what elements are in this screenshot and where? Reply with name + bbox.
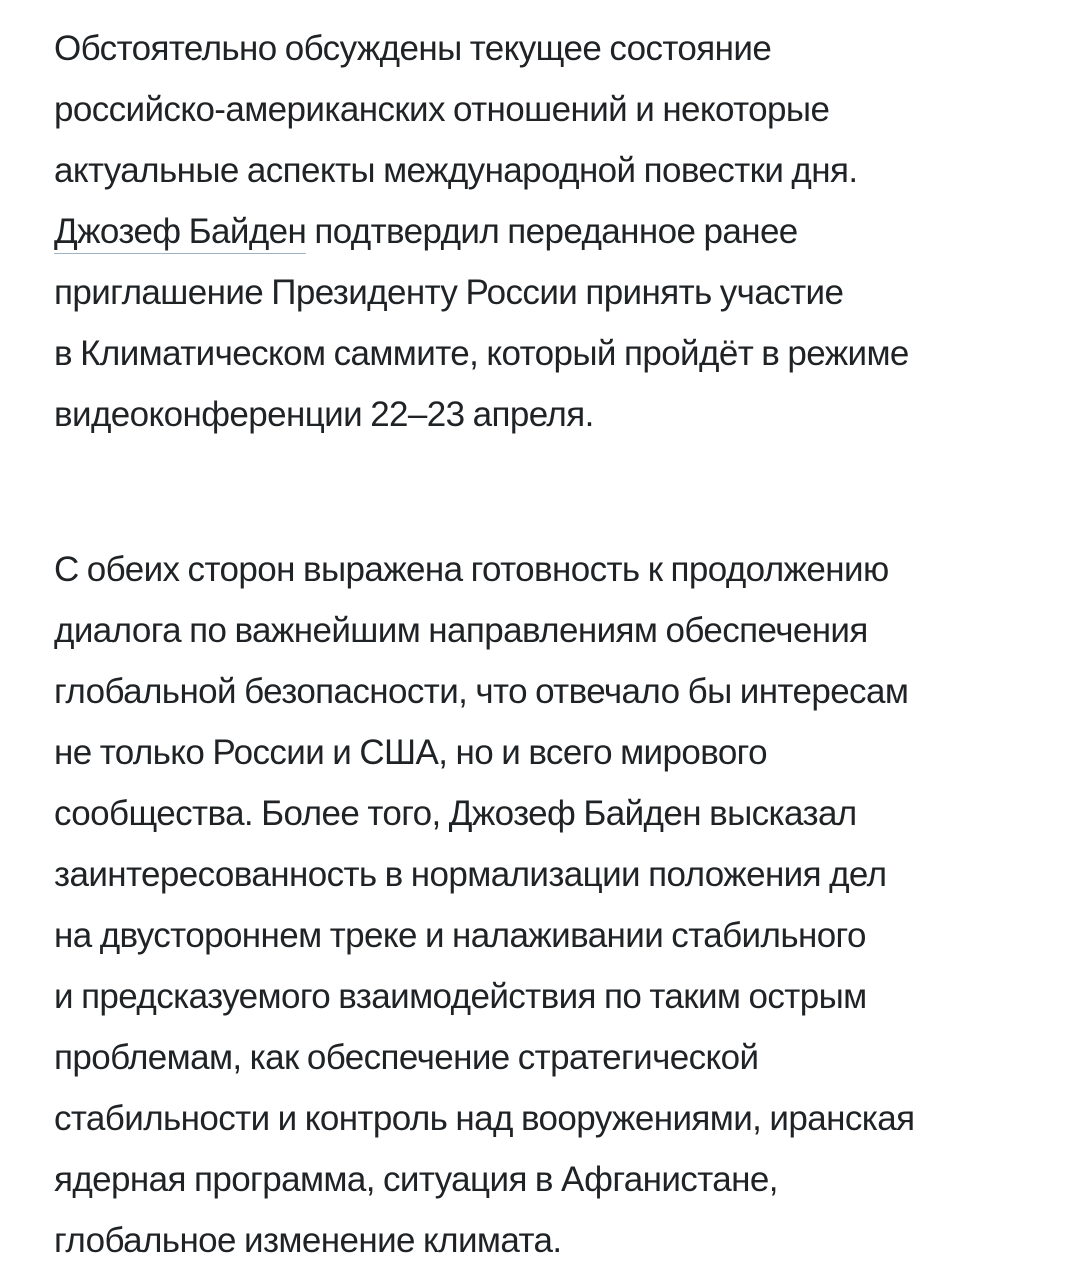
text-line: и предсказуемого взаимодействия по таким острым (54, 977, 867, 1016)
text-fragment: подтвердил переданное ранее (306, 212, 798, 251)
text-line: стабильности и контроль над вооружениями, иранская (54, 1099, 915, 1138)
joseph-biden-link[interactable]: Джозеф Байден (54, 212, 306, 254)
text-line: заинтересованность в нормализации положения дел (54, 855, 887, 894)
paragraph-1 (54, 18, 1054, 445)
text-line: российско-американских отношений и некоторые (54, 90, 830, 129)
text-line: Обстоятельно обсуждены текущее состояние (54, 29, 772, 68)
text-line: в Климатическом саммите, который пройдёт в режиме (54, 334, 909, 373)
text-line: не только России и США, но и всего мирового (54, 733, 767, 772)
text-line: глобальное изменение климата. (54, 1221, 562, 1260)
text-line: на двустороннем треке и налаживании стабильного (54, 916, 866, 955)
paragraph-gap (54, 445, 1054, 539)
text-line: С обеих сторон выражена готовность к продолжению (54, 550, 889, 589)
text-line: глобальной безопасности, что отвечало бы интересам (54, 672, 909, 711)
text-line: актуальные аспекты международной повестки дня. (54, 151, 858, 190)
text-line: видеоконференции 22–23 апреля. (54, 395, 594, 434)
text-line (54, 201, 1054, 262)
article-body (54, 18, 1054, 1271)
text-line: приглашение Президенту России принять участие (54, 273, 844, 312)
text-line: диалога по важнейшим направлениям обеспечения (54, 611, 868, 650)
text-line: проблемам, как обеспечение стратегической (54, 1038, 759, 1077)
text-line: сообщества. Более того, Джозеф Байден высказал (54, 794, 857, 833)
text-line: ядерная программа, ситуация в Афганистане, (54, 1160, 778, 1199)
paragraph-2 (54, 539, 1054, 1271)
